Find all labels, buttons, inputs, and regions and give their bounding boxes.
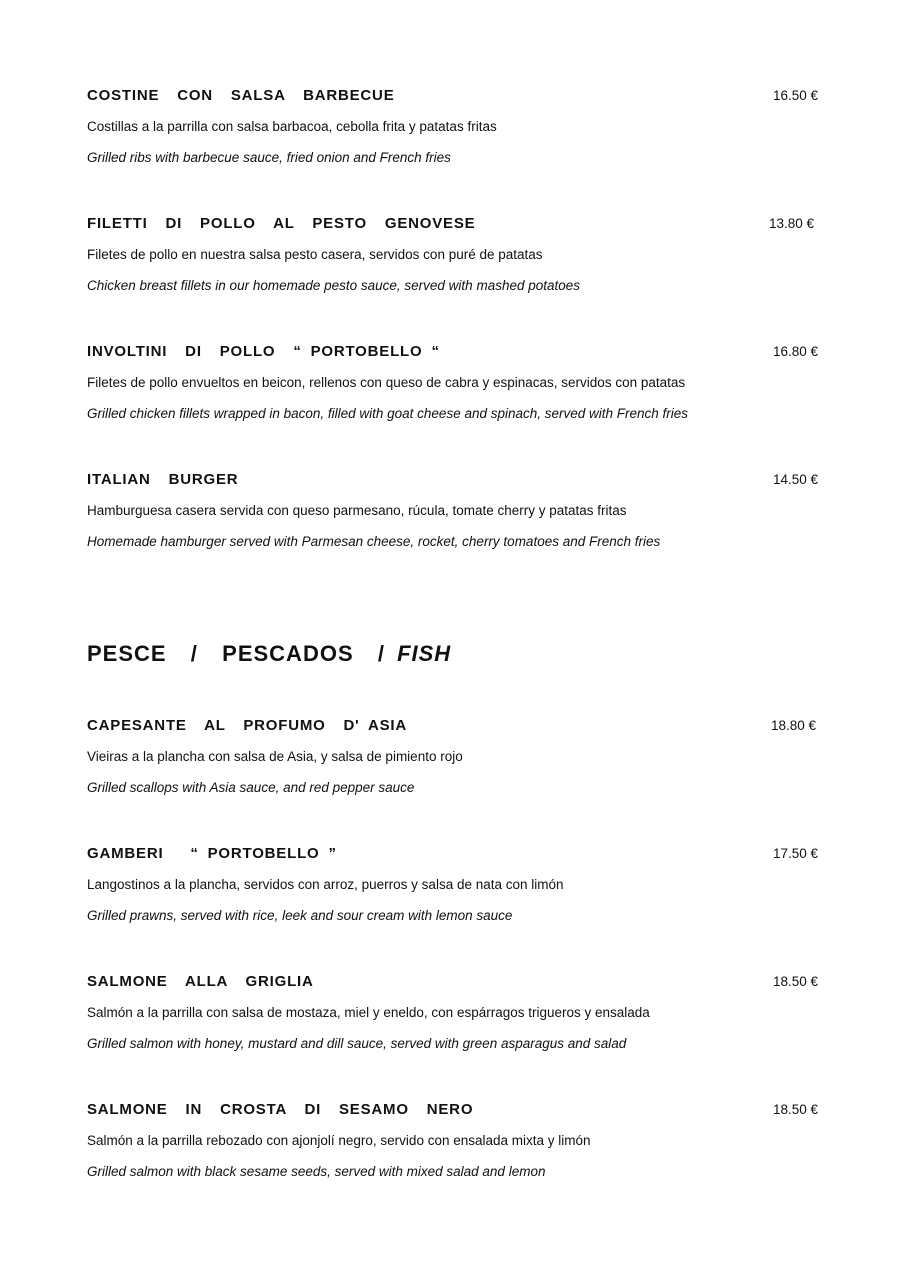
fish-items bbox=[87, 716, 818, 1228]
item-name: CAPESANTE AL PROFUMO D' ASIA bbox=[87, 717, 407, 734]
item-description-en: Grilled salmon with black sesame seeds, served with mixed salad and lemon bbox=[87, 1164, 546, 1179]
item-name: COSTINE CON SALSA BARBECUE bbox=[87, 87, 395, 104]
item-price: 17.50 € bbox=[772, 846, 818, 861]
menu-page bbox=[87, 86, 818, 1228]
item-description-es: Hamburguesa casera servida con queso parmesano, rúcula, tomate cherry y patatas fritas bbox=[87, 503, 627, 518]
menu-item bbox=[87, 342, 818, 470]
item-description-en: Grilled ribs with barbecue sauce, fried onion and French fries bbox=[87, 150, 451, 165]
item-name: GAMBERI “ PORTOBELLO ” bbox=[87, 845, 337, 862]
menu-item bbox=[87, 972, 818, 1100]
menu-item bbox=[87, 86, 818, 214]
item-price: 18.80 € bbox=[770, 718, 816, 733]
item-description-en: Homemade hamburger served with Parmesan cheese, rocket, cherry tomatoes and French fries bbox=[87, 534, 661, 549]
menu-item bbox=[87, 214, 818, 342]
item-description-es: Filetes de pollo envueltos en beicon, rellenos con queso de cabra y espinacas, servidos con patatas bbox=[87, 375, 686, 390]
section-title-it-es: PESCE / PESCADOS / bbox=[87, 641, 398, 666]
item-price: 16.50 € bbox=[772, 88, 818, 103]
item-description-es: Langostinos a la plancha, servidos con arroz, puerros y salsa de nata con limón bbox=[87, 877, 564, 892]
item-description-es: Costillas a la parrilla con salsa barbacoa, cebolla frita y patatas fritas bbox=[87, 119, 497, 134]
meat-items bbox=[87, 86, 818, 598]
item-price: 16.80 € bbox=[772, 344, 818, 359]
item-price: 18.50 € bbox=[772, 1102, 818, 1117]
item-description-en: Grilled chicken fillets wrapped in bacon, filled with goat cheese and spinach, served with French fries bbox=[87, 406, 689, 421]
item-name: SALMONE IN CROSTA DI SESAMO NERO bbox=[87, 1101, 474, 1118]
menu-item bbox=[87, 844, 818, 972]
item-price: 14.50 € bbox=[772, 472, 818, 487]
item-name: FILETTI DI POLLO AL PESTO GENOVESE bbox=[87, 215, 476, 232]
item-description-es: Vieiras a la plancha con salsa de Asia, y salsa de pimiento rojo bbox=[87, 749, 463, 764]
item-price: 18.50 € bbox=[772, 974, 818, 989]
item-description-en: Grilled scallops with Asia sauce, and red pepper sauce bbox=[87, 780, 415, 795]
menu-item bbox=[87, 716, 818, 844]
item-price: 13.80 € bbox=[768, 216, 814, 231]
item-name: SALMONE ALLA GRIGLIA bbox=[87, 973, 314, 990]
item-name: ITALIAN BURGER bbox=[87, 471, 239, 488]
item-description-es: Salmón a la parrilla con salsa de mostaza, miel y eneldo, con espárragos trigueros y ensalada bbox=[87, 1005, 650, 1020]
item-description-en: Grilled prawns, served with rice, leek and sour cream with lemon sauce bbox=[87, 908, 513, 923]
section-heading-fish bbox=[87, 639, 818, 669]
item-description-es: Filetes de pollo en nuestra salsa pesto casera, servidos con puré de patatas bbox=[87, 247, 543, 262]
item-name: INVOLTINI DI POLLO “ PORTOBELLO “ bbox=[87, 343, 440, 360]
menu-item bbox=[87, 470, 818, 598]
item-description-en: Grilled salmon with honey, mustard and dill sauce, served with green asparagus and salad bbox=[87, 1036, 627, 1051]
item-description-en: Chicken breast fillets in our homemade pesto sauce, served with mashed potatoes bbox=[87, 278, 581, 293]
item-description-es: Salmón a la parrilla rebozado con ajonjolí negro, servido con ensalada mixta y limón bbox=[87, 1133, 591, 1148]
section-title-en: FISH bbox=[397, 641, 452, 666]
menu-item bbox=[87, 1100, 818, 1228]
